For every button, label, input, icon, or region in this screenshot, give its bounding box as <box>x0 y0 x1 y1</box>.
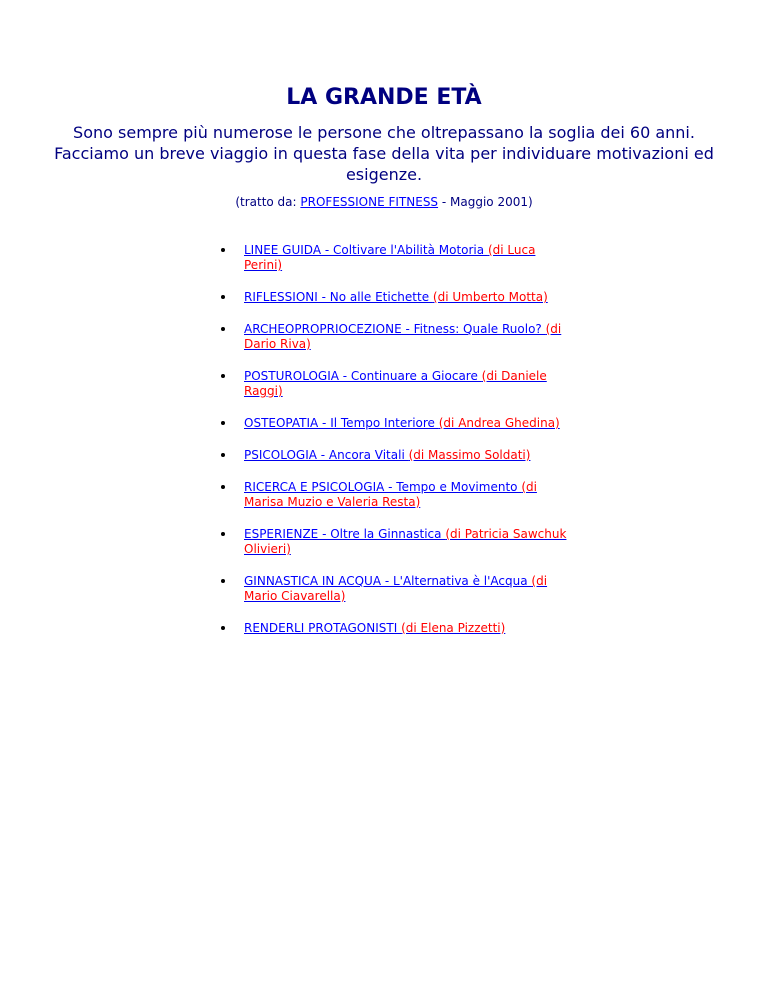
article-link-esperienze[interactable] <box>244 527 566 556</box>
article-title: PSICOLOGIA - Ancora Vitali <box>244 448 409 462</box>
bullet-icon <box>221 579 225 583</box>
list-item <box>244 243 574 273</box>
article-title: ESPERIENZE - Oltre la Ginnastica <box>244 527 446 541</box>
article-link-renderli-protagonisti[interactable] <box>244 621 505 635</box>
bullet-icon <box>221 327 225 331</box>
bullet-icon <box>221 485 225 489</box>
bullet-icon <box>221 453 225 457</box>
article-author: (di Massimo Soldati) <box>408 448 531 462</box>
article-list <box>244 243 574 636</box>
list-item <box>244 527 574 557</box>
article-author: (di Mario Ciavarella) <box>244 574 548 603</box>
list-item <box>244 574 574 604</box>
list-item <box>244 322 574 352</box>
list-item <box>244 290 574 305</box>
article-link-riflessioni[interactable] <box>244 290 548 304</box>
bullet-icon <box>221 532 225 536</box>
article-title: LINEE GUIDA - Coltivare l'Abilità Motoria <box>244 243 488 257</box>
article-title: POSTUROLOGIA - Continuare a Giocare <box>244 369 482 383</box>
article-link-psicologia[interactable] <box>244 448 530 462</box>
bullet-icon <box>221 421 225 425</box>
article-author: (di Marisa Muzio e Valeria Resta) <box>244 480 537 509</box>
article-title: RICERCA E PSICOLOGIA - Tempo e Movimento <box>244 480 522 494</box>
list-item <box>244 480 574 510</box>
list-item <box>244 621 574 636</box>
article-title: GINNASTICA IN ACQUA - L'Alternativa è l'Acqua <box>244 574 532 588</box>
article-title: RENDERLI PROTAGONISTI <box>244 621 402 635</box>
article-link-linee-guida[interactable] <box>244 243 535 272</box>
source-credit <box>0 194 768 210</box>
article-author: (di Elena Pizzetti) <box>401 621 506 635</box>
bullet-icon <box>221 374 225 378</box>
page-title: LA GRANDE ETÀ <box>286 85 482 110</box>
list-item <box>244 416 574 431</box>
article-link-ginnastica-in-acqua[interactable] <box>244 574 547 603</box>
article-author: (di Patricia Sawchuk Olivieri) <box>244 527 567 556</box>
article-title: OSTEOPATIA - Il Tempo Interiore <box>244 416 439 430</box>
article-author: (di Daniele Raggi) <box>244 369 547 398</box>
bullet-icon <box>221 626 225 630</box>
article-author: (di Umberto Motta) <box>432 290 548 304</box>
source-prefix: (tratto da: <box>235 195 301 209</box>
article-title: RIFLESSIONI - No alle Etichette <box>244 290 433 304</box>
article-link-archeopropriocezione[interactable] <box>244 322 561 351</box>
article-author: (di Dario Riva) <box>244 322 562 351</box>
article-author: (di Andrea Ghedina) <box>438 416 560 430</box>
bullet-icon <box>221 248 225 252</box>
article-link-osteopatia[interactable] <box>244 416 560 430</box>
article-link-ricerca-e-psicologia[interactable] <box>244 480 537 509</box>
article-link-posturologia[interactable] <box>244 369 547 398</box>
source-magazine-link[interactable]: PROFESSIONE FITNESS <box>300 195 439 209</box>
article-title: ARCHEOPROPRIOCEZIONE - Fitness: Quale Ruolo? <box>244 322 546 336</box>
list-item <box>244 448 574 463</box>
intro-paragraph: Sono sempre più numerose le persone che oltrepassano la soglia dei 60 anni. Facciamo un breve viaggio in questa fase della vita per individuare motivazioni ed esigenze. <box>54 123 714 184</box>
bullet-icon <box>221 295 225 299</box>
article-author: (di Luca Perini) <box>244 243 536 272</box>
source-suffix: - Maggio 2001) <box>438 195 533 209</box>
list-item <box>244 369 574 399</box>
